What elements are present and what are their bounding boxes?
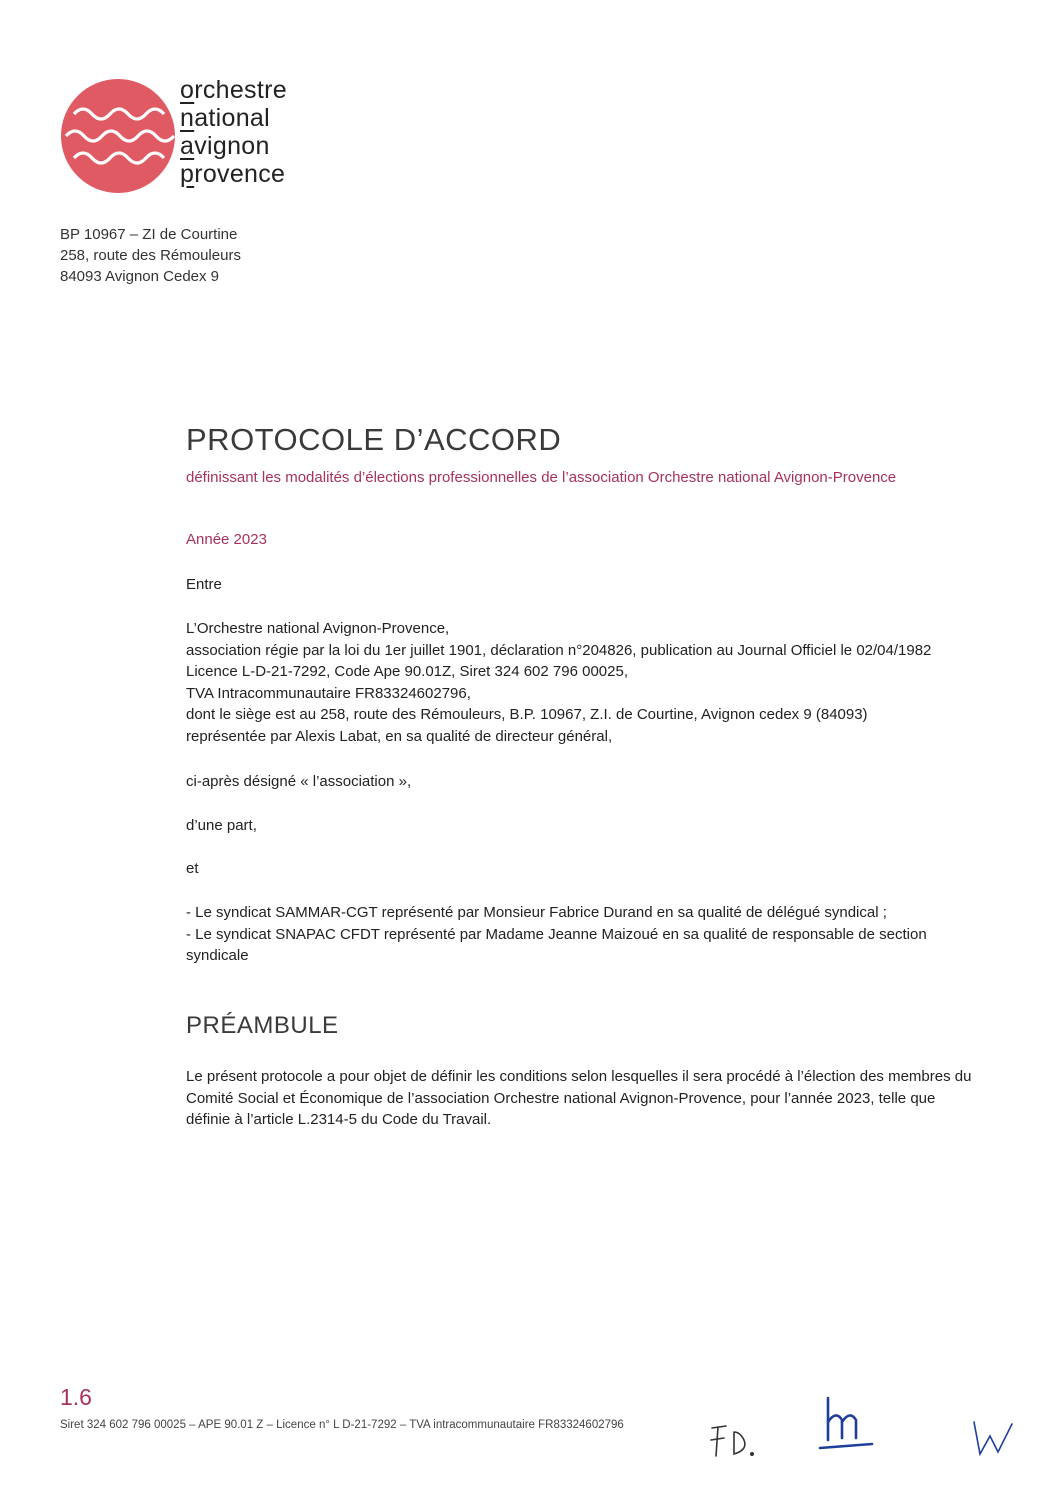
logo-line: orchestre [180,76,287,104]
logo-line: provence [180,160,286,188]
logo-wordmark [180,76,350,188]
preambule-body: Le présent protocole a pour objet de définir les conditions selon lesquelles il sera procédé à l’élection des membres du Comité Social et Économique de l’association Orchestre national Avignon-Provence, pour l’année 2023, telle que définie à l’article L.2314-5 du Code du Travail. [186,1068,972,1128]
party-line: L’Orchestre national Avignon-Provence, [186,620,450,637]
syndicat-item: - Le syndicat SNAPAC CFDT représenté par Madame Jeanne Maizoué en sa qualité de responsable de section syndicale [186,925,927,964]
syndicat-item: - Le syndicat SAMMAR-CGT représenté par Monsieur Fabrice Durand en sa qualité de délégué syndical ; [186,904,887,921]
document-subtitle: définissant les modalités d’élections professionnelles de l’association Orchestre national Avignon-Provence [186,469,897,486]
party-line: Licence L-D-21-7292, Code Ape 90.01Z, Siret 324 602 796 00025, [186,663,628,680]
document-title: PROTOCOLE D’ACCORD [186,422,562,457]
orchestre-logo-icon [60,78,176,194]
document-year: Année 2023 [186,531,267,548]
legal-footer: Siret 324 602 796 00025 – APE 90.01 Z – Licence n° L D-21-7292 – TVA intracommunautaire FR83324602796 [60,1419,624,1431]
logo-line: avignon [180,132,270,160]
preambule-heading: PRÉAMBULE [186,1012,339,1039]
entre-text: Entre [186,576,222,593]
et-text: et [186,860,199,877]
handwritten-initials-m-icon [818,1394,876,1454]
sender-address [60,224,241,287]
dune-part-text: d’une part, [186,817,257,834]
syndicats-list [186,902,966,967]
party-line: TVA Intracommunautaire FR83324602796, [186,684,471,702]
party-line: représentée par Alexis Labat, en sa qualité de directeur général, [186,727,613,745]
handwritten-initials-w-icon [968,1416,1020,1462]
logo-line: national [180,104,270,132]
address-line: 258, route des Rémouleurs [60,247,241,264]
designation-text: ci-après désigné « l’association », [186,773,412,790]
version-number: 1.6 [60,1384,92,1410]
address-line: BP 10967 – ZI de Courtine [60,226,238,243]
handwritten-initials-fd-icon [704,1418,766,1466]
party-line: dont le siège est au 258, route des Rémouleurs, B.P. 10967, Z.I. de Courtine, Avignon cedex 9 (84093) [186,706,868,723]
party-line: association régie par la loi du 1er juillet 1901, déclaration n°204826, publication au Journal Officiel le 02/04/1982 [186,641,932,659]
address-line: 84093 Avignon Cedex 9 [60,268,220,285]
party-association-block [186,618,986,747]
